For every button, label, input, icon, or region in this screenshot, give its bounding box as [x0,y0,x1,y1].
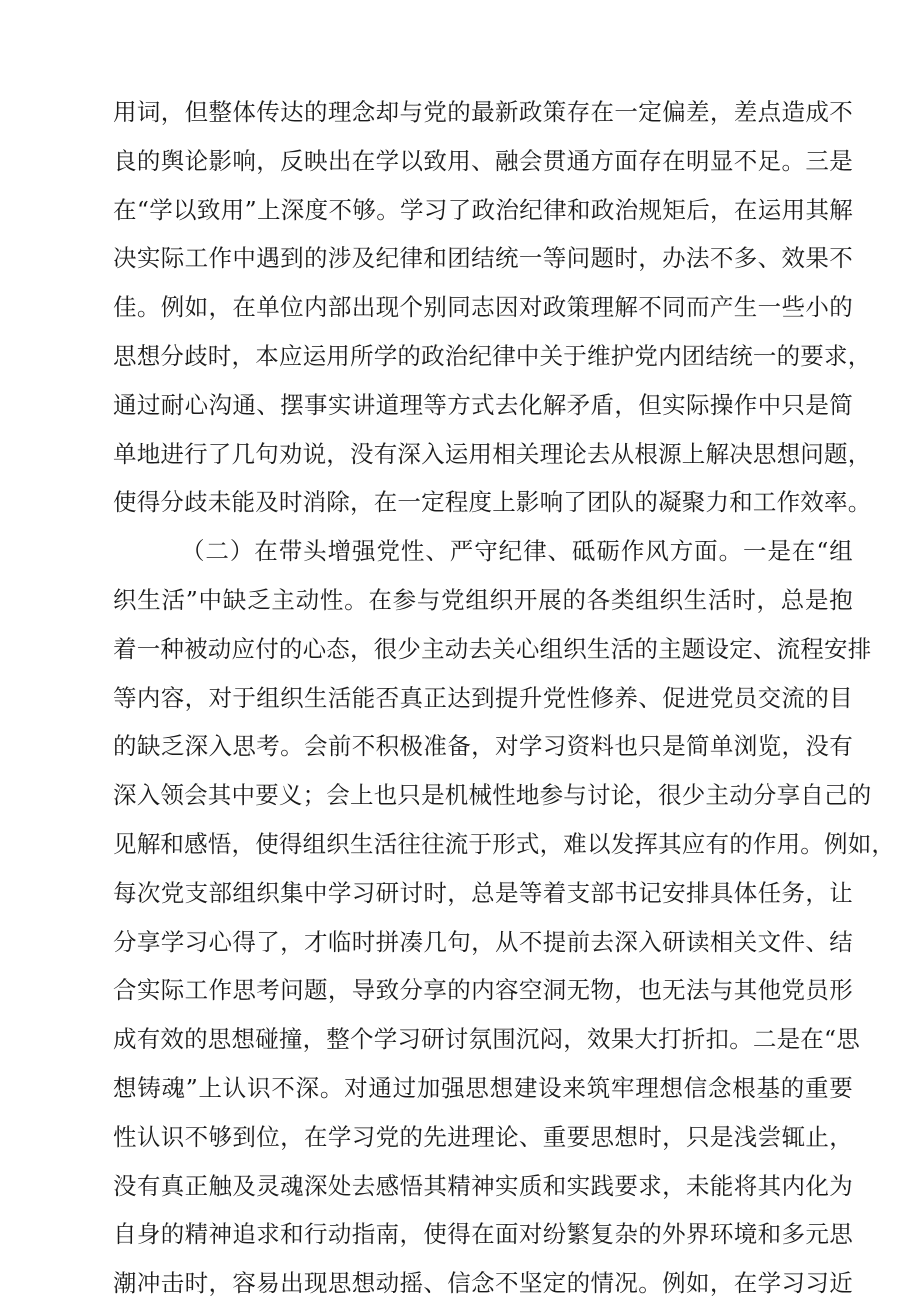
text-line: 织生活”中缺乏主动性。在参与党组织开展的各类组织生活时，总是抱 [113,585,853,614]
text-line: 用词，但整体传达的理念却与党的最新政策存在一定偏差，差点造成不 [113,98,853,126]
text-line: 着一种被动应付的心态，很少主动去关心组织生活的主题设定、流程安排 [113,634,872,663]
text-line: 的缺乏深入思考。会前不积极准备，对学习资料也只是简单浏览，没有 [113,732,853,761]
text-line: 决实际工作中遇到的涉及纪律和团结统一等问题时，办法不多、效果不 [113,244,853,273]
text-line: 性认识不够到位，在学习党的先进理论、重要思想时，只是浅尝辄止， [113,1122,853,1151]
text-line: 通过耐心沟通、摆事实讲道理等方式去化解矛盾，但实际操作中只是简 [113,390,853,419]
text-line: 分享学习心得了，才临时拼凑几句，从不提前去深入研读相关文件、结 [113,927,853,956]
body-text [113,88,896,1308]
text-line: 思想分歧时，本应运用所学的政治纪律中关于维护党内团结统一的要求， [113,341,872,370]
text-line: 成有效的思想碰撞，整个学习研讨氛围沉闷，效果大打折扣。二是在“思 [113,1025,860,1054]
text-line: 合实际工作思考问题，导致分享的内容空洞无物，也无法与其他党员形 [113,976,853,1005]
text-line: 见解和感悟，使得组织生活往往流于形式，难以发挥其应有的作用。例如， [113,829,896,858]
text-line: 深入领会其中要义；会上也只是机械性地参与讨论，很少主动分享自己的 [113,781,872,810]
text-line: 良的舆论影响，反映出在学以致用、融会贯通方面存在明显不足。三是 [113,146,853,175]
text-line: 自身的精神追求和行动指南，使得在面对纷繁复杂的外界环境和多元思 [113,1220,853,1249]
text-line: 在“学以致用”上深度不够。学习了政治纪律和政治规矩后，在运用其解 [113,195,853,224]
text-line: 使得分歧未能及时消除，在一定程度上影响了团队的凝聚力和工作效率。 [113,488,872,517]
text-line: 单地进行了几句劝说，没有深入运用相关理论去从根源上解决思想问题， [113,439,872,468]
text-line: 没有真正触及灵魂深处去感悟其精神实质和实践要求，未能将其内化为 [113,1171,853,1200]
text-line: 佳。例如，在单位内部出现个别同志因对政策理解不同而产生一些小的 [113,293,853,322]
text-line: 每次党支部组织集中学习研讨时，总是等着支部书记安排具体任务，让 [113,878,853,907]
text-line: 等内容，对于组织生活能否真正达到提升党性修养、促进党员交流的目 [113,683,853,712]
section-heading-line: （二）在带头增强党性、严守纪律、砥砺作风方面。一是在“组 [181,537,853,566]
text-line: 想铸魂”上认识不深。对通过加强思想建设来筑牢理想信念根基的重要 [113,1073,853,1102]
text-line: 潮冲击时，容易出现思想动摇、信念不坚定的情况。例如，在学习习近 [113,1269,853,1298]
